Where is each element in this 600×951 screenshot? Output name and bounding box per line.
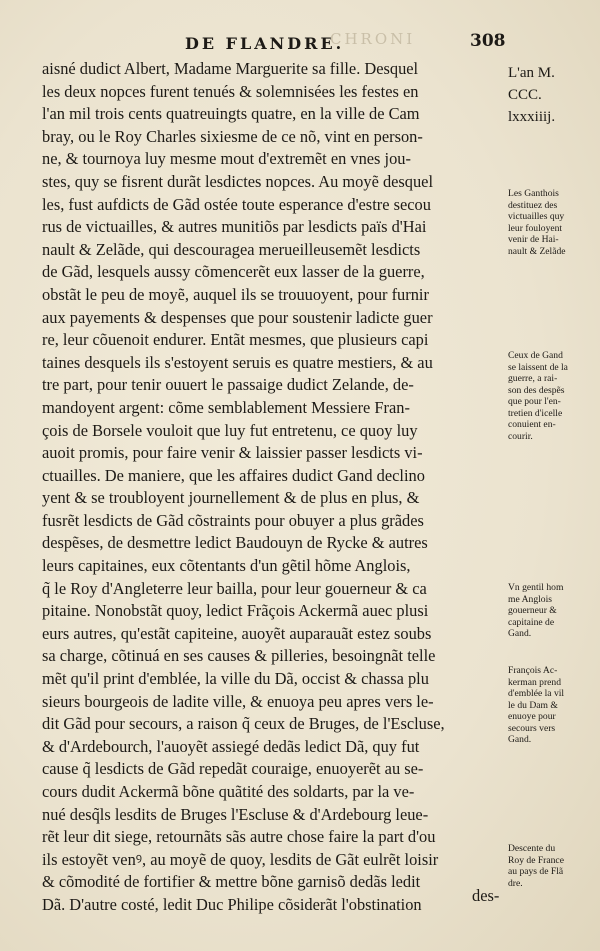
sidenote-line: Ceux de Gand bbox=[508, 350, 563, 361]
text-line: sa charge, cõtinuá en ses causes & pilleries, besoingnãt telle bbox=[42, 646, 436, 666]
running-title: DE FLANDRE. bbox=[185, 34, 345, 53]
text-line: les, fust aufdicts de Gãd ostée toute esperance d'estre secou bbox=[42, 194, 431, 214]
sidenote-line: dre. bbox=[508, 877, 523, 889]
sidenote-line: me Anglois bbox=[508, 593, 552, 605]
text-line: leurs capitaines, eux cõtentants d'un gẽtil hõme Anglois, bbox=[42, 556, 411, 576]
catchword: des- bbox=[472, 886, 500, 905]
sidenote-ackerman bbox=[508, 665, 596, 746]
sidenote-line: secours vers bbox=[508, 722, 556, 734]
sidenote-line: Les Ganthois bbox=[508, 188, 559, 199]
sidenote-line: Gand. bbox=[508, 734, 532, 745]
sidenote-line: Roy de France bbox=[508, 854, 564, 866]
year-line: lxxxiiij. bbox=[508, 109, 556, 125]
text-line: bray, ou le Roy Charles sixiesme de ce nõ, vint en person- bbox=[42, 126, 423, 146]
text-line: re, leur cõuenoit endurer. Entãt mesmes, que plusieurs capi bbox=[42, 330, 429, 350]
main-text-block bbox=[42, 58, 504, 917]
sidenote-line: destituez des bbox=[508, 199, 558, 211]
text-line: despẽses, de desmettre ledict Baudouyn de Rycke & autres bbox=[42, 533, 428, 553]
text-line: ctuailles. De maniere, que les affaires dudict Gand declino bbox=[42, 465, 425, 485]
year-line: L'an M. bbox=[508, 65, 555, 81]
sidenote-line: nault & Zelãde bbox=[508, 245, 566, 257]
text-line: nault & Zelãde, qui descouragea merueilleusemẽt lesdicts bbox=[42, 239, 421, 259]
text-line: de Gãd, lesquels aussy cõmencerẽt eux lasser de la guerre, bbox=[42, 262, 425, 282]
text-line: pitaine. Nonobstãt quoy, ledict Frãçois Ackermã auec plusi bbox=[42, 601, 429, 621]
sidenote-line: se laissent de la bbox=[508, 361, 568, 373]
bleed-through-text: CHRONI bbox=[330, 30, 416, 48]
text-line: nué desq̃ls lesdits de Bruges l'Escluse & d'Ardebourg leue- bbox=[42, 804, 429, 824]
text-line: auoit promis, pour faire venir & laissier passer lesdicts vi- bbox=[42, 443, 423, 463]
sidenote-line: capitaine de bbox=[508, 616, 555, 628]
text-line: aisné dudict Albert, Madame Marguerite sa fille. Desquel bbox=[42, 59, 419, 78]
sidenote-line: Descente du bbox=[508, 843, 556, 854]
sidenote-descente bbox=[508, 843, 596, 889]
sidenote-line: courir. bbox=[508, 430, 533, 442]
text-line: obstãt le peu de moyẽ, auquel ils se trouuoyent, pour furnir bbox=[42, 284, 429, 304]
text-line: eurs autres, qu'estãt capiteine, auoyẽt auparauãt estez soubs bbox=[42, 623, 432, 643]
sidenote-line: Gand. bbox=[508, 628, 532, 639]
sidenote-line: Vn gentil hom bbox=[508, 582, 564, 593]
sidenote-line: gouerneur & bbox=[508, 605, 557, 616]
text-line: cause q̃ lesdicts de Gãd repedãt couraige, enuoyerẽt au se- bbox=[42, 759, 424, 779]
text-line: tre part, pour tenir ouuert le passaige dudict Zelande, de- bbox=[42, 375, 414, 395]
sidenote-line: victuailles quy bbox=[508, 211, 565, 222]
page-number: 308 bbox=[470, 31, 506, 51]
text-line: mandoyent argent: cõme semblablement Messiere Fran- bbox=[42, 397, 410, 417]
sidenote-capitaines bbox=[508, 350, 596, 442]
text-line: sieurs bourgeois de ladite ville, & enuoya peu apres vers le- bbox=[42, 691, 434, 711]
text-line: dit Gãd pour secours, a raison q̃ ceux de Bruges, de l'Escluse, bbox=[42, 714, 445, 734]
text-line: yent & se troubloyent journellement & de plus en plus, & bbox=[42, 488, 420, 508]
text-line: & d'Ardebourch, l'auoyẽt assiegé dedãs ledict Dã, quy fut bbox=[42, 736, 420, 756]
text-line: cours dudit Ackermã bõne quãtité des soldarts, par la ve- bbox=[42, 782, 415, 801]
sidenote-line: conuient en- bbox=[508, 419, 556, 430]
text-line: ils estoyẽt venꝰ, au moyẽ de quoy, lesdits de Gãt eulrẽt loisir bbox=[42, 849, 439, 869]
sidenote-line: guerre, a rai- bbox=[508, 373, 558, 384]
text-line: rus de victuailles, & autres munitiõs par lesdicts païs d'Hai bbox=[42, 217, 427, 237]
text-line: Dã. D'autre costé, ledit Duc Philipe cõsiderãt l'obstination bbox=[42, 894, 422, 914]
sidenote-ganthois bbox=[508, 188, 596, 257]
sidenote-line: que pour l'en- bbox=[508, 396, 561, 407]
text-line: & cõmodité de fortifier & mettre bõne garnisõ dedãs ledit bbox=[42, 872, 421, 892]
text-line: l'an mil trois cents quatreuingts quatre, en la ville de Cam bbox=[42, 104, 420, 124]
sidenote-line: au pays de Flã bbox=[508, 866, 564, 877]
text-line: les deux nopces furent tenués & solemnisées les festes en bbox=[42, 81, 419, 101]
text-line: aux payements & despenses que pour soustenir ladicte guer bbox=[42, 307, 433, 327]
text-line: q̃ le Roy d'Angleterre leur bailla, pour leur gouerneur & ca bbox=[42, 578, 427, 598]
sidenote-line: son des despẽs bbox=[508, 384, 565, 396]
year-line: CCC. bbox=[508, 87, 542, 103]
sidenote-line: leur fouloyent bbox=[508, 222, 563, 234]
text-line: fusrẽt lesdicts de Gãd cõstraints pour obuyer a plus grãdes bbox=[42, 510, 424, 530]
text-line: taines desquels ils s'estoyent seruis es quatre mestiers, & au bbox=[42, 352, 433, 372]
text-line: stes, quy se fisrent durãt lesdictes nopces. Au moyẽ desquel bbox=[42, 171, 434, 191]
margin-year-note bbox=[508, 62, 594, 128]
text-line: rẽt leur dit siege, retournãts sãs autre chose faire la part d'ou bbox=[42, 827, 436, 847]
sidenote-line: kerman prend bbox=[508, 676, 562, 688]
sidenote-anglois bbox=[508, 582, 596, 640]
text-line: çois de Borsele vouloit que luy fut entretenu, ce quoy luy bbox=[42, 420, 418, 440]
sidenote-line: François Ac- bbox=[508, 665, 558, 676]
text-line: ne, & tournoya luy mesme mout d'extremẽt en vnes jou- bbox=[42, 149, 411, 169]
sidenote-line: venir de Hai- bbox=[508, 234, 559, 245]
text-line: mẽt qu'il print d'emblée, la ville du Dã, occist & chassa plu bbox=[42, 669, 429, 689]
sidenote-line: le du Dam & bbox=[508, 699, 558, 711]
sidenote-line: tretien d'icelle bbox=[508, 407, 563, 419]
sidenote-line: enuoye pour bbox=[508, 711, 556, 722]
sidenote-line: d'emblée la vil bbox=[508, 688, 565, 699]
